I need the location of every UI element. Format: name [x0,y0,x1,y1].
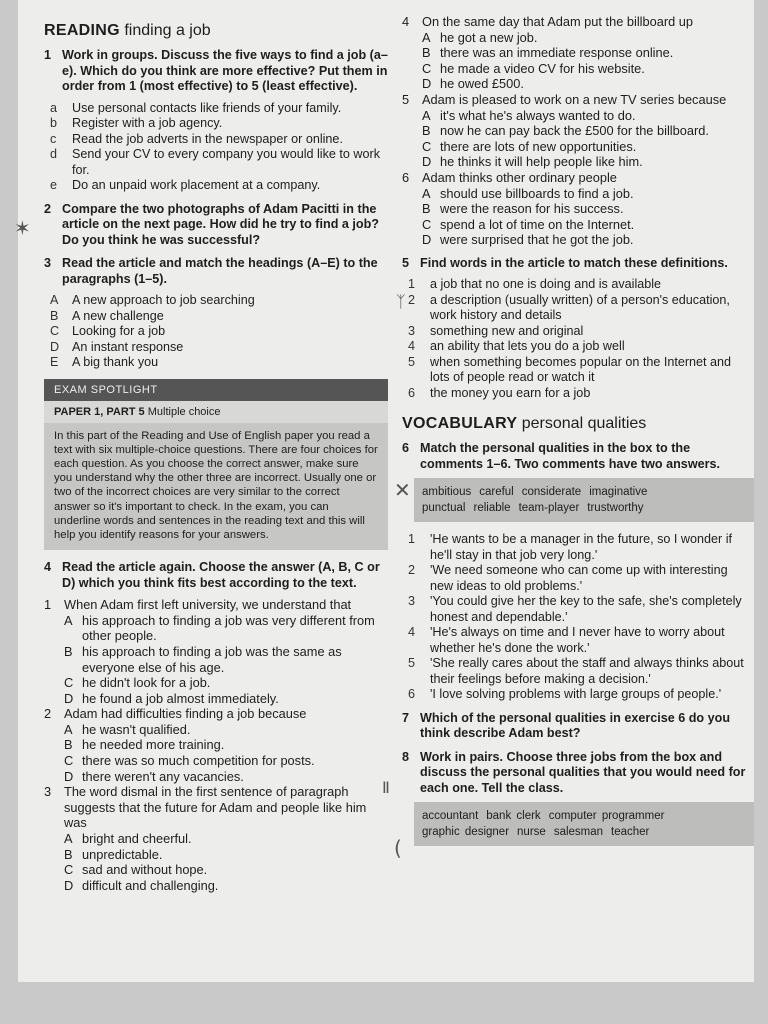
answer-option [44,675,388,691]
exam-spotlight-box [44,379,388,551]
exercise-1-list [44,101,388,194]
qualities-box [414,478,754,522]
box-word: trustworthy [587,502,644,515]
option-letter: D [64,877,74,893]
box-word: imaginative [589,486,648,499]
option-text: spend a lot of time on the Internet. [440,216,635,232]
option-letter: D [64,690,74,706]
option-letter: C [422,60,432,76]
list-item: B A new challenge [50,308,164,323]
answer-option [402,123,754,139]
list-item: C Looking for a job [50,324,166,338]
definition-number: 3 [408,323,416,338]
exercise-3-list [44,293,388,371]
answer-option [44,691,388,707]
box-word: careful [479,486,514,499]
answer-option [44,644,388,675]
box-word: computer programmer [548,810,665,823]
comment-number: 1 [408,532,416,547]
exercise-8: 8 Work in pairs. Choose three jobs from the box and discuss the personal qualities that you would need for each one. Tell the class. [402,749,746,795]
question-text: The word dismal in the first sentence of paragraph suggests that the future for Adam and people like him was [64,784,367,831]
option-letter: C [64,862,74,878]
answer-option [44,753,388,769]
option-text: his approach to finding a job was very different from other people. [82,612,375,644]
option-text: difficult and challenging. [82,877,219,893]
option-letter: B [64,737,73,753]
definition-number: 5 [408,354,416,369]
pencil-mark-icon: ✶ [14,216,31,240]
definition-number: 1 [408,277,416,292]
definition-item [402,293,754,324]
option-text: were the reason for his success. [440,201,624,217]
option-letter: C [64,753,74,769]
comment-item [402,594,754,625]
option-letter: C [422,216,432,232]
spotlight-subheader: PAPER 1, PART 5 Multiple choice [44,401,388,423]
answer-option [402,61,754,77]
question-text: When Adam first left university, we understand that [64,597,352,613]
comment-number: 2 [408,563,416,578]
comment-item [402,532,754,563]
answer-option [44,769,388,785]
option-letter: B [422,201,431,217]
pencil-mark-icon: ᛉ [396,292,406,311]
answer-option [402,232,754,248]
option-text: there was an immediate response online. [440,45,674,61]
comment-item [402,687,754,703]
option-letter: C [64,675,74,691]
definition-text: when something becomes popular on the Internet and lots of people read or watch it [430,354,732,385]
answer-option [402,201,754,217]
option-text: should use billboards to find a job. [440,185,634,201]
option-text: he owed £500. [440,76,524,92]
definition-number: 4 [408,339,416,354]
comment-text: 'He's always on time and I never have to worry about whether he's done the work.' [430,625,725,655]
option-letter: A [422,29,431,45]
option-text: there was so much competition for posts. [82,753,315,769]
box-word: accountant [422,810,479,823]
option-text: now he can pay back the £500 for the billboard. [440,123,709,139]
exercise-4-questions-left [44,597,388,893]
exercise-5: 5 Find words in the article to match these definitions. [402,255,728,270]
question-number: 1 [44,597,52,613]
definition-item [402,386,754,402]
answer-option [44,847,388,863]
question-text: Adam had difficulties finding a job because [64,706,307,722]
comment-number: 5 [408,656,416,671]
comment-item [402,563,754,594]
option-text: bright and cheerful. [82,831,192,847]
box-word: considerate [521,486,582,499]
list-item: D An instant response [50,339,184,354]
option-letter: B [64,846,73,862]
question-row [44,784,388,831]
question-number: 4 [402,14,410,29]
definition-item [402,355,754,386]
exercise-6-comments [402,532,754,703]
jobs-box [414,802,754,846]
box-word: salesman [553,826,604,839]
comment-item [402,625,754,656]
exercise-2: 2 Compare the two photographs of Adam Pacitti in the article on the next page. How did he try to find a job? Do you think he was successful? [44,201,379,247]
option-letter: A [422,185,431,201]
option-text: he thinks it will help people like him. [440,154,643,170]
option-text: it's what he's always wanted to do. [440,107,636,123]
exercise-5-list [402,277,754,401]
option-letter: C [422,138,432,154]
definition-item [402,277,754,293]
question-row [44,597,388,613]
left-column [44,22,388,893]
pencil-mark-icon: Ⅱ [382,778,390,797]
box-word: graphic designer [422,826,510,839]
option-letter: A [64,612,73,628]
question-number: 3 [44,784,52,800]
box-word: bank clerk [486,810,541,823]
pencil-mark-icon: ✕ [394,478,411,502]
option-text: he made a video CV for his website. [440,60,645,76]
exercise-4: 4 Read the article again. Choose the answer (A, B, C or D) which you think fits best according to the text. [44,560,380,590]
box-word: nurse [517,826,546,839]
box-word: punctual [422,502,466,515]
vocabulary-heading: VOCABULARY personal qualities [402,415,647,433]
right-column [402,14,754,856]
list-item: b Register with a job agency. [50,116,223,130]
reading-heading: READING finding a job [44,22,211,39]
option-text: he wasn't qualified. [82,721,191,737]
option-text: there weren't any vacancies. [82,768,244,784]
answer-option [44,722,388,738]
box-word: ambitious [422,486,472,499]
list-item: E A big thank you [50,355,159,369]
answer-option [402,186,754,202]
question-text: Adam is pleased to work on a new TV series because [422,91,727,107]
answer-option [402,30,754,46]
question-number: 2 [44,706,52,722]
question-number: 6 [402,169,410,185]
textbook-page [14,0,754,982]
comment-text: 'You could give her the key to the safe, she's completely honest and dependable.' [430,594,742,624]
question-row [402,14,754,30]
option-letter: A [64,721,73,737]
option-text: he needed more training. [82,737,225,753]
question-row [44,706,388,722]
definition-number: 2 [408,292,416,307]
exercise-1: 1 Work in groups. Discuss the five ways to find a job (a–e). Which do you think are more effective? Put them in order from 1 (most effective) to 5 (least effective). [44,48,388,93]
option-letter: B [422,123,431,139]
answer-option [402,139,754,155]
exercise-7: 7 Which of the personal qualities in exercise 6 do you think describe Adam best? [402,710,731,741]
exercise-4-questions-right [402,14,754,248]
definition-item [402,339,754,355]
option-text: he found a job almost immediately. [82,690,279,706]
comment-number: 3 [408,594,416,609]
definition-number: 6 [408,385,416,400]
definition-text: an ability that lets you do a job well [430,339,625,354]
answer-option [44,737,388,753]
list-item: c Read the job adverts in the newspaper or online. [50,131,343,146]
list-item: a Use personal contacts like friends of your family. [50,100,342,115]
exercise-3: 3 Read the article and match the headings (A–E) to the paragraphs (1–5). [44,256,378,286]
list-item: e Do an unpaid work placement at a company. [50,178,321,192]
answer-option [402,217,754,233]
answer-option [44,613,388,644]
comment-text: 'We need someone who can come up with interesting new ideas to old problems.' [430,563,728,593]
answer-option [402,108,754,124]
list-item: A A new approach to job searching [50,293,255,307]
list-item: d Send your CV to every company you would like to work for. [50,147,380,177]
comment-number: 6 [408,687,416,702]
definition-text: the money you earn for a job [430,385,591,400]
option-text: there are lots of new opportunities. [440,138,637,154]
spotlight-body: In this part of the Reading and Use of English paper you read a text with six multiple-choice questions. There are four choices for each question. As you choose the correct answer, make sure you understand why the other three are incorrect. Usually one or two of the incorrect choices are very similar to the correct answer so it's important to check. In the exam, you can underline words and sentences in the reading text and this will help you identify reasons for your answers. [54,429,378,541]
exercise-6: 6 Match the personal qualities in the box to the comments 1–6. Two comments have two answers. [402,441,721,471]
question-number: 5 [402,91,410,107]
comment-text: 'He wants to be a manager in the future, so I wonder if he'll stay in that job very long.' [430,532,733,562]
option-text: his approach to finding a job was the same as everyone else of his age. [82,643,342,675]
answer-option [402,45,754,61]
option-letter: B [64,643,73,659]
definition-text: a description (usually written) of a person's education, work history and details [430,292,730,323]
option-text: unpredictable. [82,846,163,862]
box-word: teacher [611,826,650,839]
comment-text: 'I love solving problems with large groups of people.' [430,687,722,702]
option-letter: A [422,107,431,123]
pencil-mark-icon: ( [394,836,402,860]
definition-text: something new and original [430,323,584,338]
spotlight-header: EXAM SPOTLIGHT [44,379,388,401]
question-row [402,92,754,108]
option-text: were surprised that he got the job. [440,232,634,248]
question-text: Adam thinks other ordinary people [422,169,617,185]
option-text: sad and without hope. [82,862,208,878]
definition-item [402,324,754,340]
answer-option [402,154,754,170]
question-text: On the same day that Adam put the billboard up [422,14,694,29]
option-text: he got a new job. [440,29,538,45]
comment-number: 4 [408,625,416,640]
box-word: team-player [518,502,580,515]
option-letter: D [422,154,432,170]
answer-option [44,862,388,878]
comment-text: 'She really cares about the staff and always thinks about their feelings before making a decision.' [430,656,744,686]
answer-option [44,878,388,894]
option-text: he didn't look for a job. [82,675,211,691]
question-row [402,170,754,186]
comment-item [402,656,754,687]
option-letter: B [422,45,431,61]
answer-option [402,76,754,92]
option-letter: A [64,831,73,847]
definition-text: a job that no one is doing and is available [430,277,662,292]
box-word: reliable [473,502,511,515]
option-letter: D [64,768,74,784]
answer-option [44,831,388,847]
option-letter: D [422,76,432,92]
option-letter: D [422,232,432,248]
